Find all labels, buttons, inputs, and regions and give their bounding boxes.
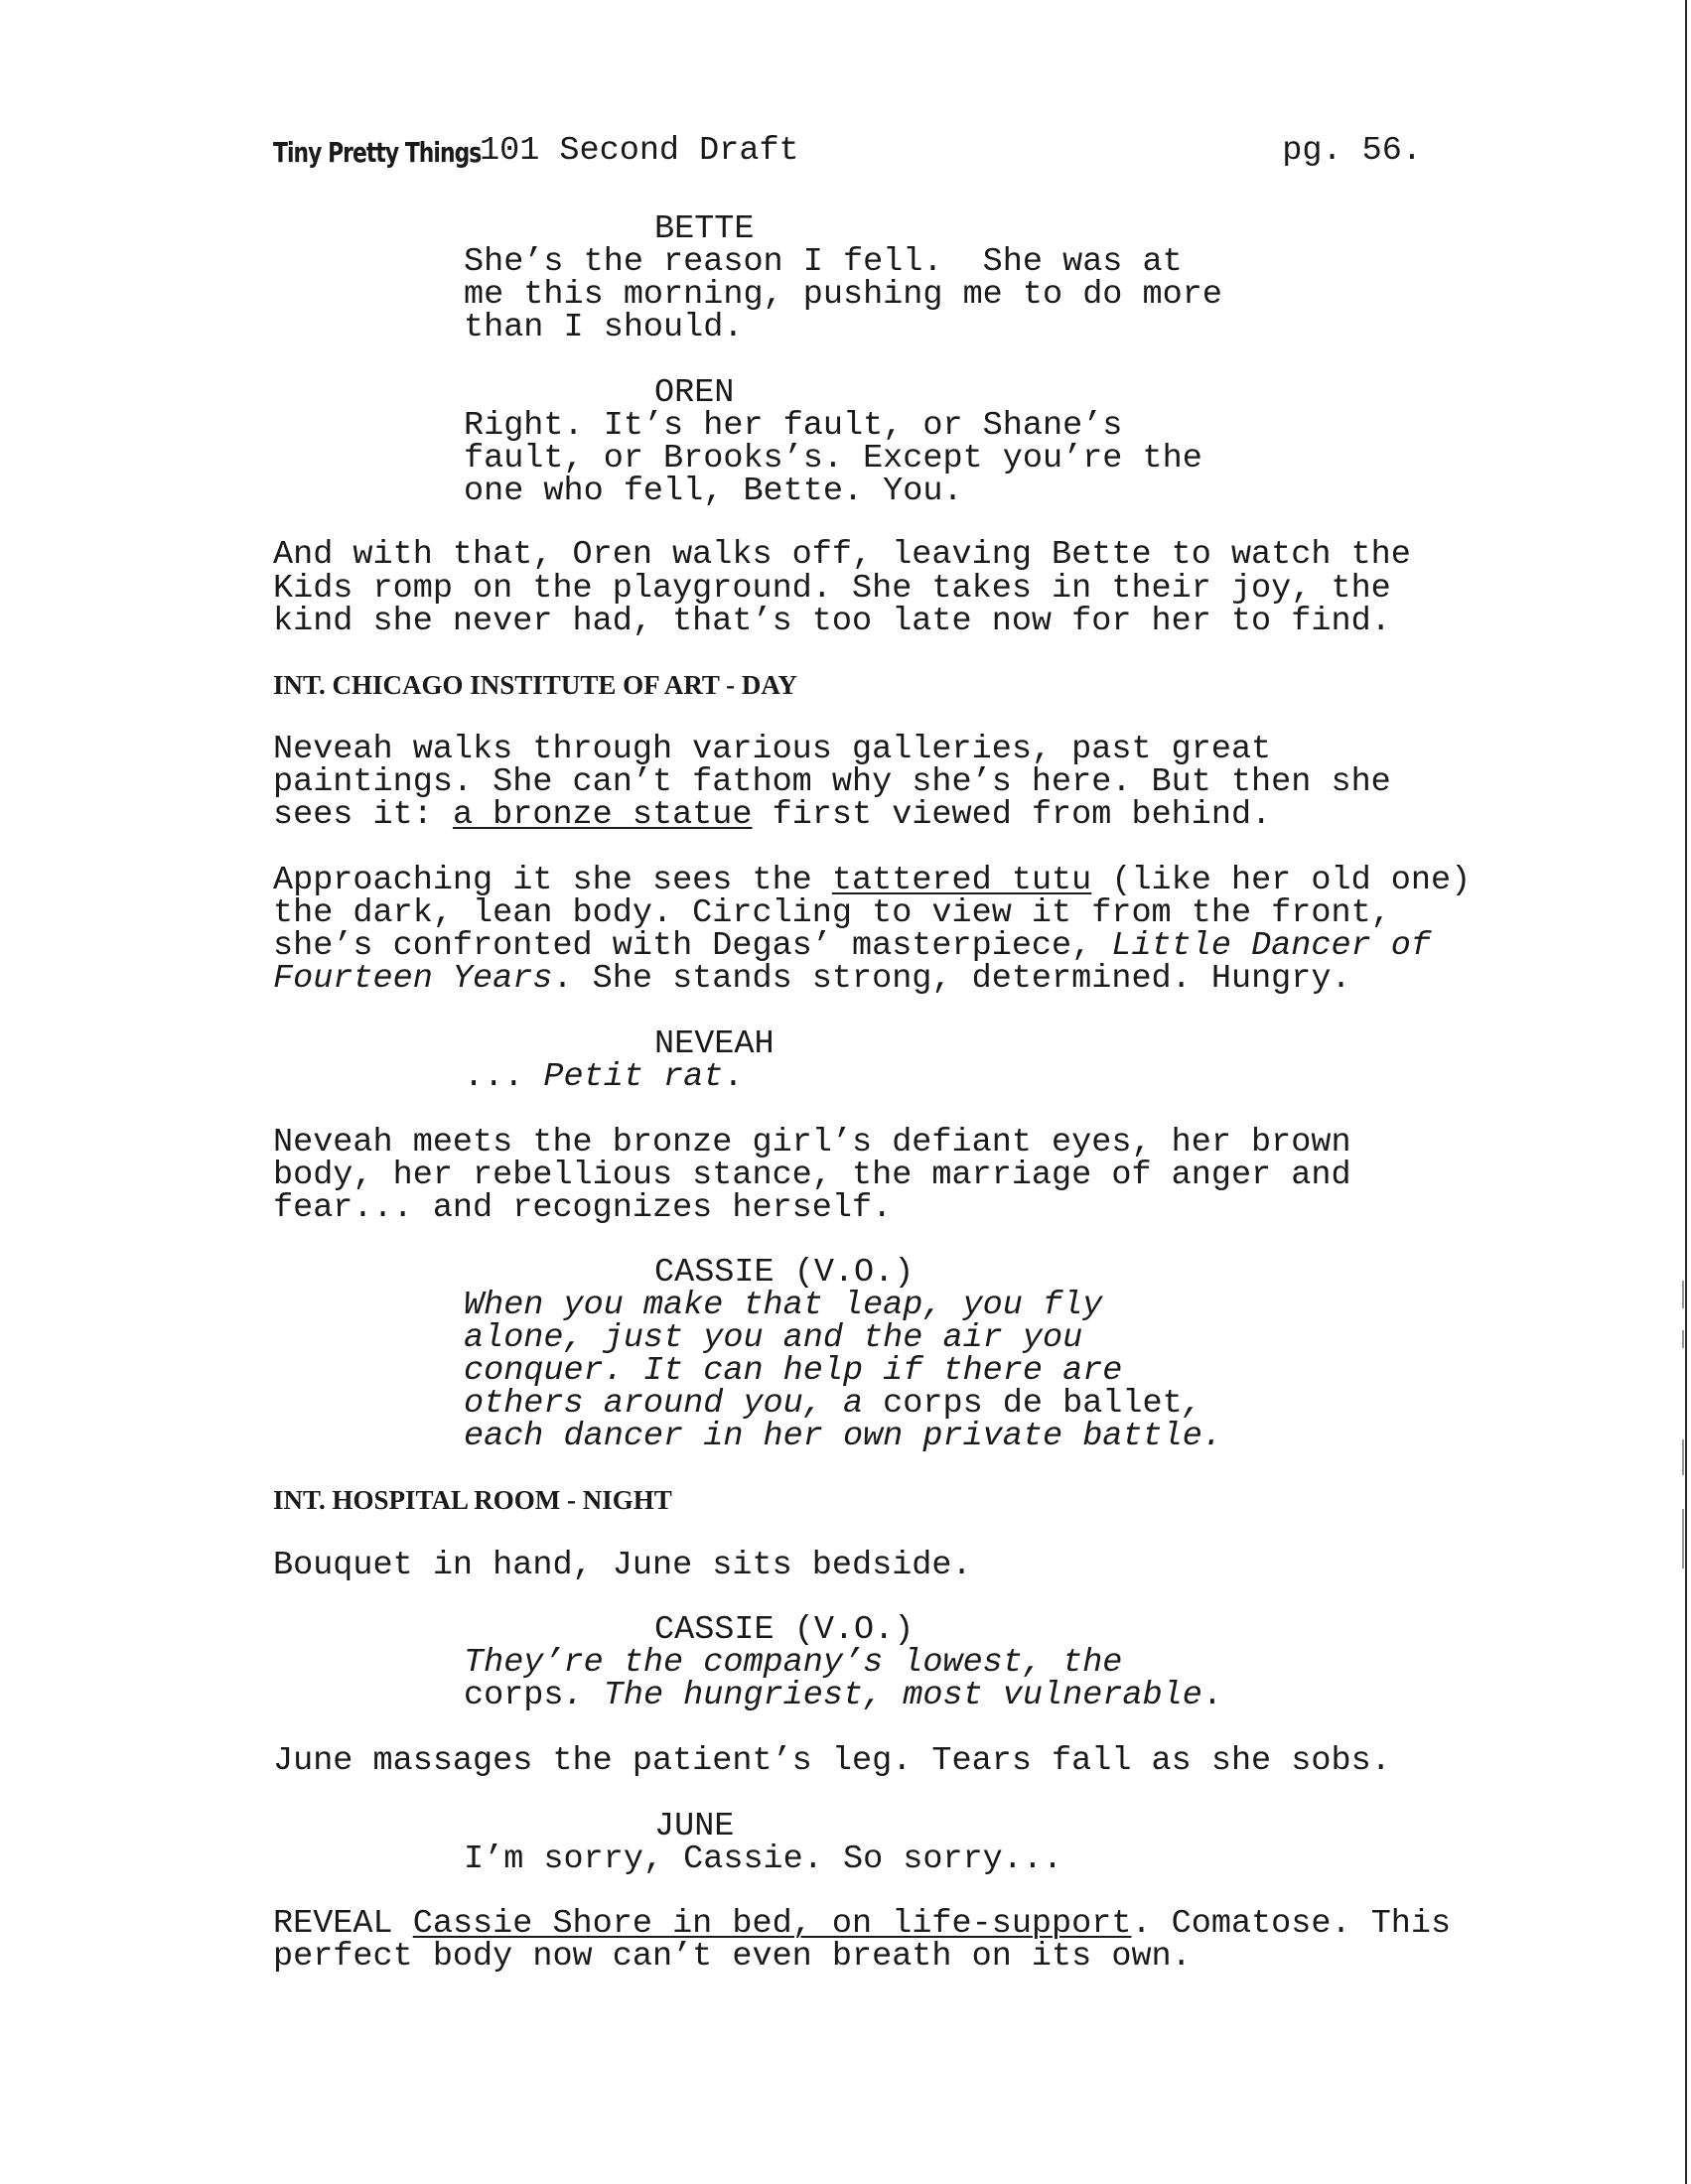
dialogue-line bbox=[464, 276, 1222, 314]
text-span: the dark, lean body. Circling to view it from the front, bbox=[273, 894, 1391, 932]
dialogue-line bbox=[464, 1644, 1123, 1682]
character-name bbox=[654, 1808, 735, 1845]
dialogue-line bbox=[464, 1385, 1202, 1423]
text-span: others around you, a bbox=[464, 1385, 884, 1423]
text-span: corps bbox=[464, 1677, 564, 1714]
text-span: body, her rebellious stance, the marriage of anger and bbox=[273, 1157, 1351, 1194]
text-span: . bbox=[723, 1058, 744, 1096]
action-line bbox=[273, 1157, 1351, 1194]
text-span: NEVEAH bbox=[654, 1025, 775, 1063]
text-span: Fourteen Years bbox=[273, 960, 553, 998]
text-span: . The hungriest, most vulnerable bbox=[563, 1677, 1202, 1714]
action-line bbox=[273, 731, 1272, 768]
show-title: Tiny Pretty Things bbox=[273, 136, 482, 169]
text-span: one who fell, Bette. You. bbox=[464, 473, 963, 510]
text-span: Petit rat bbox=[543, 1058, 724, 1096]
text-span: me this morning, pushing me to do more bbox=[464, 276, 1222, 314]
text-span: . bbox=[1201, 1677, 1222, 1714]
action-line bbox=[273, 960, 1351, 998]
text-span: ... bbox=[464, 1058, 544, 1096]
page-header bbox=[273, 132, 1422, 171]
text-span: INT. HOSPITAL ROOM - NIGHT bbox=[273, 1485, 672, 1515]
action-line bbox=[273, 536, 1411, 574]
text-span: (like her old one) bbox=[1091, 862, 1472, 899]
text-span: tattered tutu bbox=[831, 862, 1092, 899]
text-span: paintings. She can’t fathom why she’s here. But then she bbox=[273, 763, 1391, 801]
text-span: Little Dancer of bbox=[1111, 927, 1431, 965]
dialogue-line bbox=[464, 1677, 1222, 1714]
text-span: . Comatose. This bbox=[1131, 1905, 1452, 1943]
dialogue-line bbox=[464, 473, 963, 510]
action-line bbox=[273, 1124, 1351, 1161]
character-name bbox=[654, 1611, 915, 1649]
page-edge-mark bbox=[1682, 1281, 1684, 1308]
text-span: Neveah meets the bronze girl’s defiant eyes, her brown bbox=[273, 1124, 1351, 1161]
text-span: she’s confronted with Degas’ masterpiece, bbox=[273, 927, 1112, 965]
character-name bbox=[654, 1254, 915, 1292]
action-line bbox=[273, 1189, 893, 1227]
text-span: BETTE bbox=[654, 210, 755, 248]
action-line bbox=[273, 927, 1431, 965]
text-span: Approaching it she sees the bbox=[273, 862, 832, 899]
text-span: Cassie Shore in bed, on life-support bbox=[412, 1905, 1132, 1943]
action-line bbox=[273, 862, 1472, 899]
text-span: first viewed from behind. bbox=[752, 796, 1272, 834]
text-span: alone, just you and the air you bbox=[464, 1319, 1083, 1357]
draft-label: 101 Second Draft bbox=[480, 132, 799, 170]
character-name bbox=[654, 210, 755, 248]
text-span: Right. It’s her fault, or Shane’s bbox=[464, 407, 1123, 445]
action-line bbox=[273, 763, 1391, 801]
text-span: kind she never had, that’s too late now for her to find. bbox=[273, 603, 1391, 640]
action-line bbox=[273, 1905, 1452, 1943]
text-span: corps de ballet bbox=[883, 1385, 1183, 1423]
action-line bbox=[273, 796, 1272, 834]
character-name bbox=[654, 1025, 775, 1063]
dialogue-line bbox=[464, 1287, 1103, 1324]
dialogue-line bbox=[464, 1352, 1123, 1390]
text-span: Bouquet in hand, June sits bedside. bbox=[273, 1547, 972, 1584]
text-span: a bronze statue bbox=[452, 796, 753, 834]
text-span: . She stands strong, determined. Hungry. bbox=[552, 960, 1351, 998]
dialogue-line bbox=[464, 1319, 1083, 1357]
dialogue-line bbox=[464, 1841, 1063, 1878]
text-span: REVEAL bbox=[273, 1905, 413, 1943]
page-edge-mark bbox=[1682, 1509, 1684, 1569]
text-span: OREN bbox=[654, 374, 735, 412]
text-span: When you make that leap, you fly bbox=[464, 1287, 1103, 1324]
text-span: sees it: bbox=[273, 796, 453, 834]
character-name bbox=[654, 374, 735, 412]
text-span: fault, or Brooks’s. Except you’re the bbox=[464, 440, 1202, 478]
dialogue-line bbox=[464, 1418, 1222, 1455]
text-span: She’s the reason I fell. She was at bbox=[464, 243, 1183, 281]
text-span: CASSIE (V.O.) bbox=[654, 1254, 915, 1292]
dialogue-line bbox=[464, 407, 1123, 445]
dialogue-line bbox=[464, 243, 1183, 281]
dialogue-line bbox=[464, 1058, 744, 1096]
text-span: perfect body now can’t even breath on its own. bbox=[273, 1938, 1192, 1976]
text-span: each dancer in her own private battle. bbox=[464, 1418, 1222, 1455]
text-span: Kids romp on the playground. She takes in their joy, the bbox=[273, 570, 1391, 608]
action-line bbox=[273, 1938, 1192, 1976]
text-span: INT. CHICAGO INSTITUTE OF ART - DAY bbox=[273, 670, 797, 700]
page-edge-line bbox=[1685, 0, 1687, 2184]
text-span: And with that, Oren walks off, leaving Bette to watch the bbox=[273, 536, 1411, 574]
dialogue-line bbox=[464, 440, 1202, 478]
action-line bbox=[273, 894, 1391, 932]
action-line bbox=[273, 1547, 972, 1584]
action-line bbox=[273, 1742, 1391, 1780]
text-span: JUNE bbox=[654, 1808, 735, 1845]
page-edge-mark bbox=[1682, 1439, 1684, 1475]
scene-heading bbox=[273, 1484, 672, 1516]
text-span: Neveah walks through various galleries, past great bbox=[273, 731, 1272, 768]
text-span: fear... and recognizes herself. bbox=[273, 1189, 893, 1227]
text-span: CASSIE (V.O.) bbox=[654, 1611, 915, 1649]
action-line bbox=[273, 570, 1391, 608]
text-span: They’re the company’s lowest, the bbox=[464, 1644, 1123, 1682]
text-span: June massages the patient’s leg. Tears fall as she sobs. bbox=[273, 1742, 1391, 1780]
text-span: conquer. It can help if there are bbox=[464, 1352, 1123, 1390]
scene-heading bbox=[273, 669, 797, 701]
text-span: than I should. bbox=[464, 309, 744, 346]
page-number: pg. 56. bbox=[1282, 132, 1422, 170]
page-edge-mark bbox=[1682, 1330, 1684, 1348]
dialogue-line bbox=[464, 309, 744, 346]
action-line bbox=[273, 603, 1391, 640]
text-span: I’m sorry, Cassie. So sorry... bbox=[464, 1841, 1063, 1878]
text-span: , bbox=[1182, 1385, 1202, 1423]
